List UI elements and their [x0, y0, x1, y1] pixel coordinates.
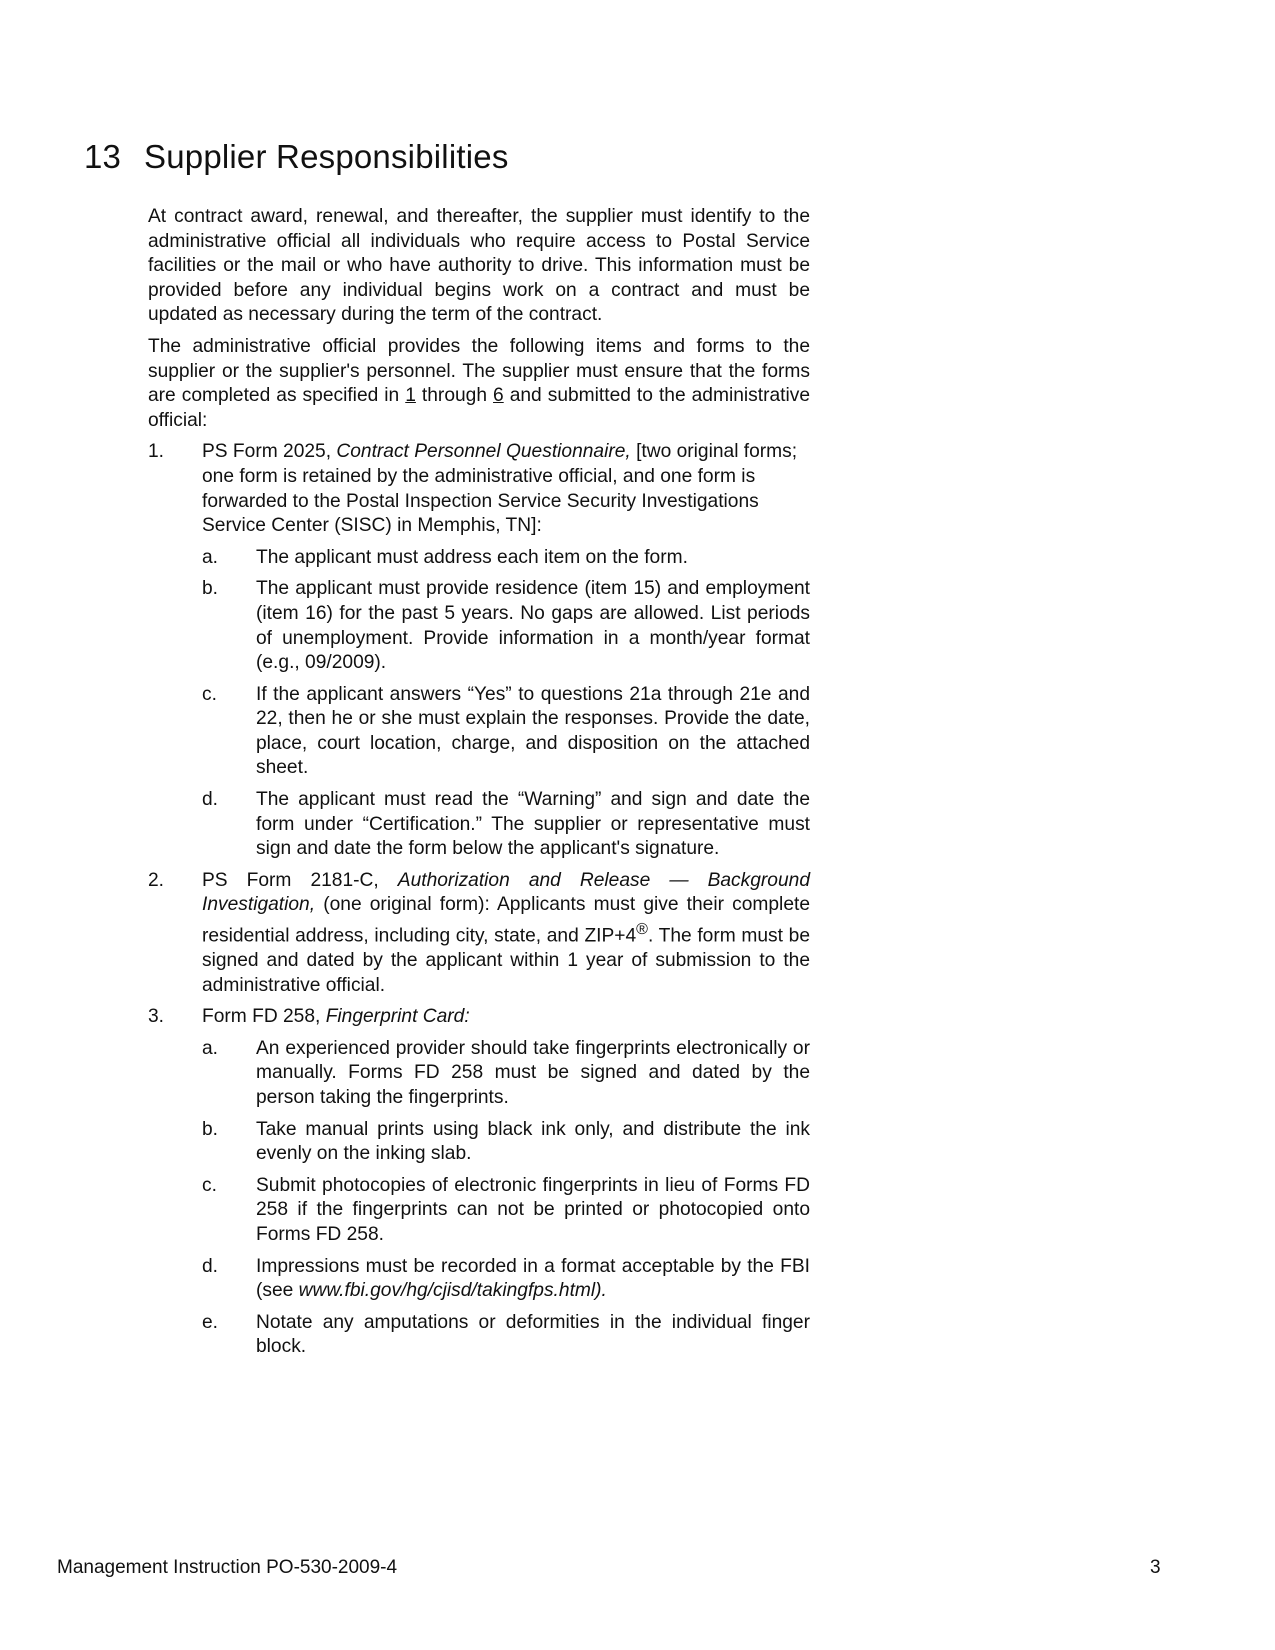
list-marker: 3.	[148, 1006, 165, 1028]
page-number: 3	[1150, 1557, 1161, 1578]
sub-list	[202, 1037, 810, 1360]
item-text: PS Form 2025, Contract Personnel Questionnaire, [two original forms; one form is retained by the administrative official, and one form is forwarded to the Postal Inspection Service Security Investigations Service Center (SISC) in Memphis, TN]:	[202, 441, 798, 537]
sub-list-item: c. If the applicant answers “Yes” to questions 21a through 21e and 22, then he or she must explain the responses. Provide the date, place, court location, charge, and disposition on the attached sheet.	[202, 683, 810, 779]
section-body	[148, 205, 810, 1367]
sub-list-item: b. The applicant must provide residence (item 15) and employment (item 16) for the past 5 years. No gaps are allowed. List periods of unemployment. Provide information in a month/year format (e.g., 09/2009).	[202, 578, 810, 674]
footer-document-title: Management Instruction PO-530-2009-4	[57, 1557, 398, 1578]
item-text: Form FD 258, Fingerprint Card:	[202, 1006, 470, 1028]
forms-list	[148, 440, 810, 1360]
intro-paragraph: At contract award, renewal, and thereafter, the supplier must identify to the administrative official all individuals who require access to Postal Service facilities or the mail or who have authority to drive. This information must be provided before any individual begins work on a contract and must be updated as necessary during the term of the contract.	[148, 206, 810, 326]
section-number: 13	[84, 138, 122, 175]
list-item	[148, 1005, 810, 1360]
section-title: Supplier Responsibilities	[144, 138, 509, 175]
reference-1: 1	[405, 385, 416, 407]
list-item	[148, 869, 810, 998]
list-marker: 2.	[148, 869, 165, 891]
sub-list-item: a. An experienced provider should take fingerprints electronically or manually. Forms FD 258 must be signed and dated by the person taking the fingerprints.	[202, 1037, 810, 1108]
sub-list-item: d. Impressions must be recorded in a format acceptable by the FBI (see www.fbi.gov/hg/cjisd/takingfps.html).	[202, 1255, 810, 1302]
section-heading	[84, 138, 509, 176]
item-text: PS Form 2181-C, Authorization and Release — Background Investigation, (one original form): Applicants must give their complete residential address, including city, state, and ZIP+4®. The form must be signed and dated by the applicant within 1 year of submission to the administrative official.	[202, 869, 810, 996]
fbi-url: www.fbi.gov/hg/cjisd/takingfps.html).	[298, 1280, 607, 1302]
registered-mark: ®	[636, 921, 648, 939]
list-item	[148, 440, 810, 862]
reference-6: 6	[493, 385, 504, 407]
sub-list-item: a. The applicant must address each item on the form.	[202, 546, 688, 568]
list-marker: 1.	[148, 441, 165, 463]
sub-list	[202, 546, 810, 862]
sub-list-item: d. The applicant must read the “Warning” and sign and date the form under “Certification.” The supplier or representative must sign and date the form below the applicant's signature.	[202, 789, 810, 860]
sub-list-item: c. Submit photocopies of electronic fingerprints in lieu of Forms FD 258 if the fingerprints can not be printed or photocopied onto Forms FD 258.	[202, 1174, 810, 1245]
sub-list-item: b. Take manual prints using black ink only, and distribute the ink evenly on the inking slab.	[202, 1118, 810, 1165]
second-paragraph: The administrative official provides the following items and forms to the supplier or the supplier's personnel. The supplier must ensure that the forms are completed as specified in 1 through 6 and submitted to the administrative official:	[148, 335, 810, 431]
sub-list-item: e. Notate any amputations or deformities in the individual finger block.	[202, 1311, 810, 1358]
